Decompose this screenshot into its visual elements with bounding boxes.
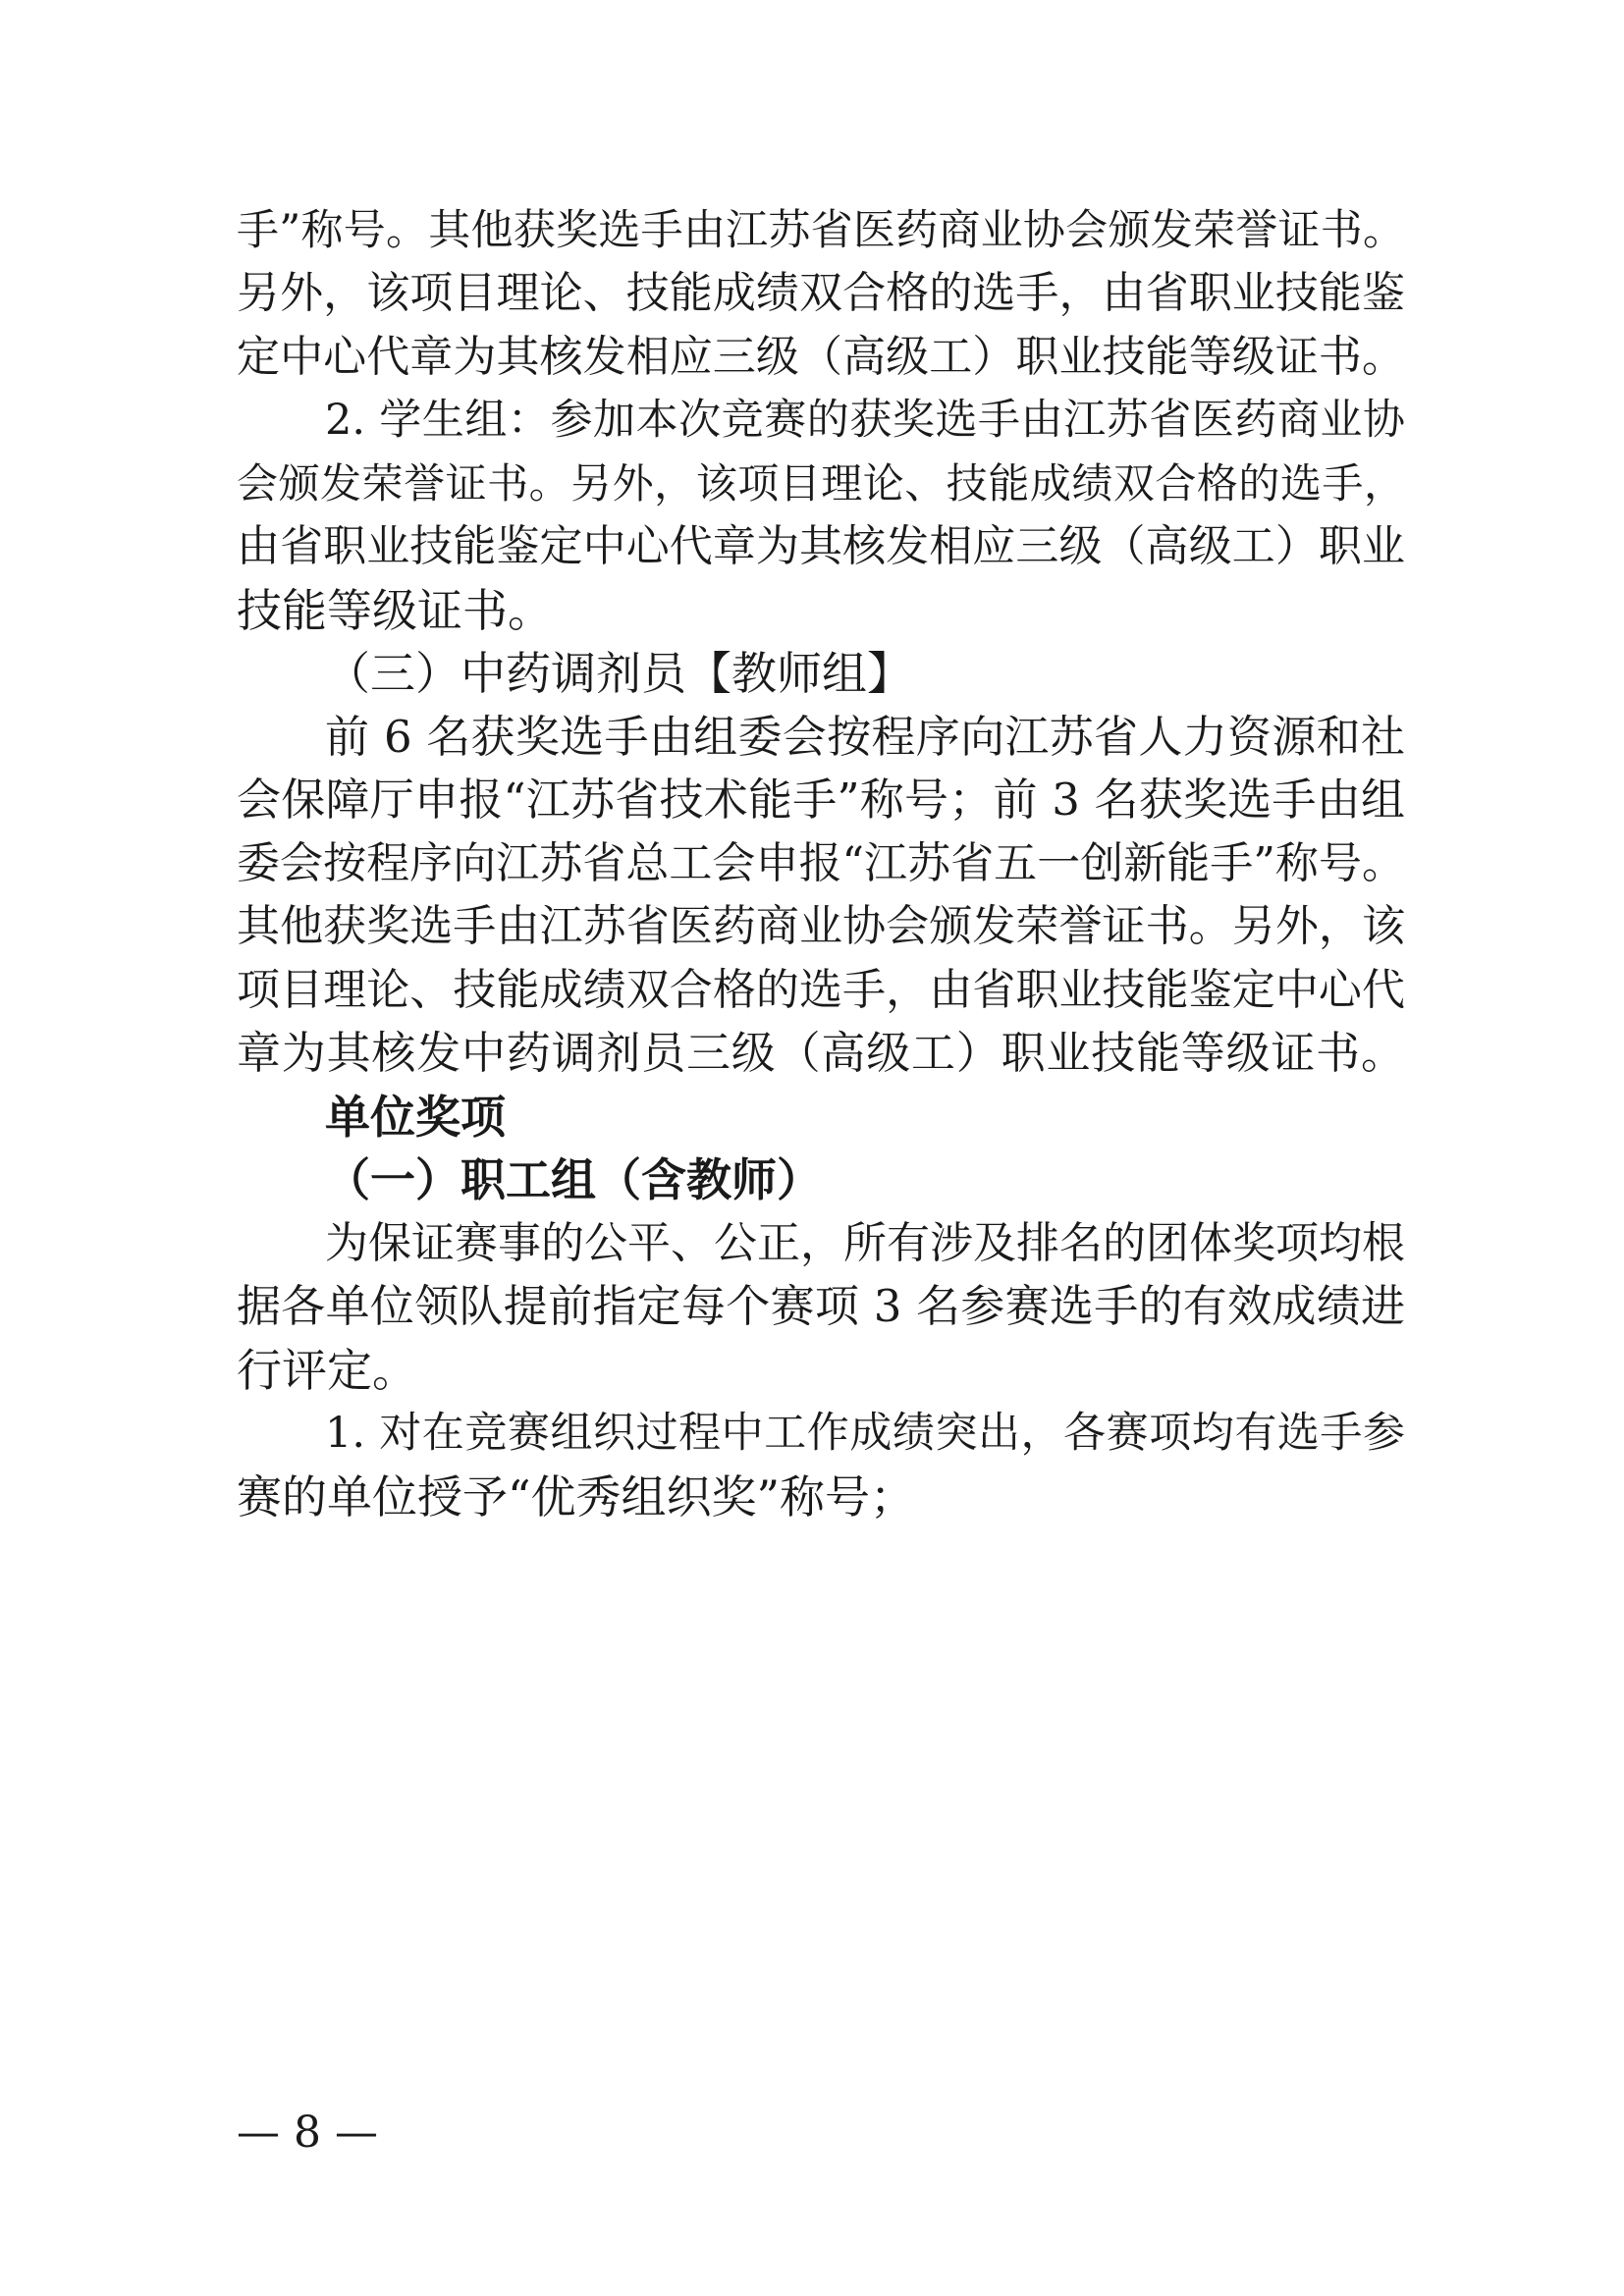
paragraph-line: 技能等级证书。 [237, 584, 553, 637]
paragraph-line: 手”称号。其他获奖选手由江苏省医药商业协会颁发荣誉证书。 [237, 206, 1405, 255]
section-heading: （三）中药调剂员【教师组】 [325, 647, 912, 700]
paragraph-line: 其他获奖选手由江苏省医药商业协会颁发荣誉证书。另外，该 [237, 901, 1405, 951]
section-heading: 单位奖项 [325, 1091, 506, 1144]
paragraph-line: 另外，该项目理论、技能成绩双合格的选手，由省职业技能鉴 [237, 268, 1405, 318]
paragraph-line: 项目理论、技能成绩双合格的选手，由省职业技能鉴定中心代 [237, 965, 1405, 1015]
paragraph-line: 由省职业技能鉴定中心代章为其核发相应三级（高级工）职业 [237, 521, 1405, 571]
paragraph-line: 委会按程序向江苏省总工会申报“江苏省五一创新能手”称号。 [237, 838, 1405, 888]
paragraph-line: 据各单位领队提前指定每个赛项 3 名参赛选手的有效成绩进 [237, 1280, 1405, 1332]
paragraph-line: 会保障厅申报“江苏省技术能手”称号；前 3 名获奖选手由组 [237, 774, 1405, 826]
paragraph-line: 2. 学生组：参加本次竞赛的获奖选手由江苏省医药商业协 [325, 396, 1405, 445]
paragraph-line: 行评定。 [237, 1344, 417, 1397]
subsection-heading: （一）职工组（含教师） [325, 1153, 822, 1206]
paragraph-line: 前 6 名获奖选手由组委会按程序向江苏省人力资源和社 [325, 711, 1405, 763]
paragraph-line: 定中心代章为其核发相应三级（高级工）职业技能等级证书。 [237, 332, 1405, 382]
paragraph-line: 会颁发荣誉证书。另外，该项目理论、技能成绩双合格的选手， [237, 459, 1405, 507]
paragraph-line: 为保证赛事的公平、公正，所有涉及排名的团体奖项均根 [325, 1218, 1405, 1268]
paragraph-line: 1. 对在竞赛组织过程中工作成绩突出，各赛项均有选手参 [325, 1409, 1405, 1458]
page-number: — 8 — [237, 2108, 378, 2158]
paragraph-line: 章为其核发中药调剂员三级（高级工）职业技能等级证书。 [237, 1027, 1405, 1079]
paragraph-line: 赛的单位授予“优秀组织奖”称号； [237, 1470, 916, 1523]
